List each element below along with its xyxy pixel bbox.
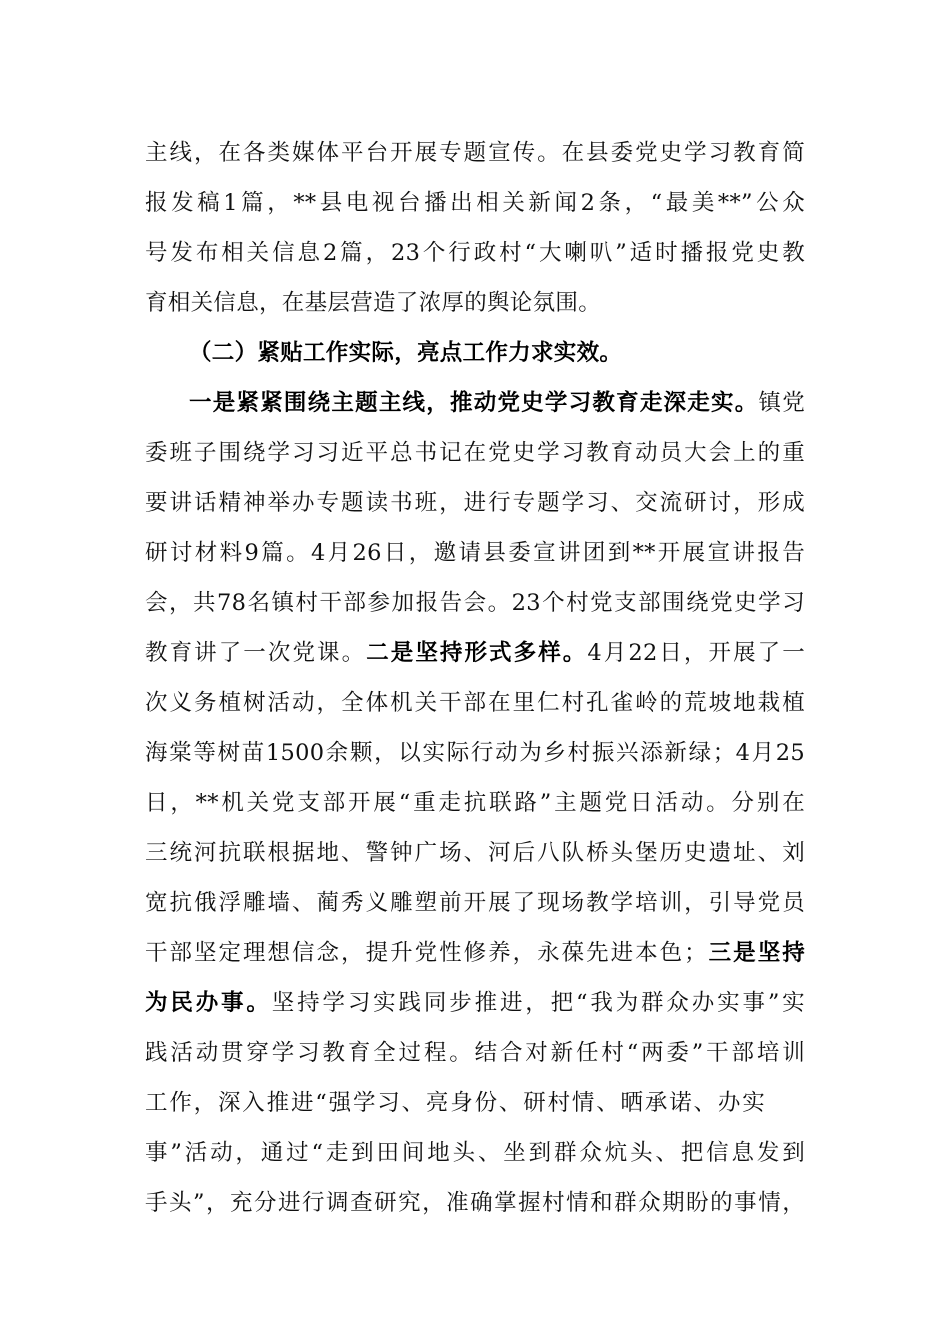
text-line bbox=[145, 1033, 805, 1073]
bold-text-segment: 三是坚持 bbox=[706, 940, 805, 966]
text-segment: 海棠等树苗1500余颗，以实际行动为乡村振兴添新绿；4月25 bbox=[145, 740, 805, 766]
text-line bbox=[145, 233, 805, 273]
text-line bbox=[145, 133, 805, 173]
text-line bbox=[145, 183, 805, 223]
bold-text-segment: 为民办事。 bbox=[145, 990, 272, 1016]
text-line bbox=[145, 1183, 805, 1223]
text-segment: 镇党 bbox=[758, 390, 805, 416]
text-segment: 手头”，充分进行调查研究，准确掌握村情和群众期盼的事情， bbox=[145, 1190, 805, 1216]
text-line bbox=[145, 933, 805, 973]
text-line bbox=[145, 1133, 805, 1173]
text-segment: 委班子围绕学习习近平总书记在党史学习教育动员大会上的重 bbox=[145, 440, 805, 466]
text-line bbox=[145, 783, 805, 823]
text-segment: 报发稿1篇，**县电视台播出相关新闻2条，“最美**”公众 bbox=[145, 190, 805, 216]
text-line bbox=[145, 733, 805, 773]
text-line bbox=[145, 983, 805, 1023]
bold-text-segment: （二）紧贴工作实际，亮点工作力求实效。 bbox=[189, 340, 623, 366]
text-segment: 次义务植树活动，全体机关干部在里仁村孔雀岭的荒坡地栽植 bbox=[145, 690, 805, 716]
text-line bbox=[145, 433, 805, 473]
text-segment: 干部坚定理想信念，提升党性修养，永葆先进本色； bbox=[145, 940, 707, 966]
text-segment: 工作，深入推进“强学习、亮身份、研村情、晒承诺、办实 bbox=[145, 1090, 765, 1116]
text-line bbox=[145, 583, 805, 623]
text-line bbox=[189, 383, 805, 423]
text-segment: 日，**机关党支部开展“重走抗联路”主题党日活动。分别在 bbox=[145, 790, 805, 816]
text-line bbox=[145, 483, 805, 523]
bold-text-segment: 二是坚持形式多样。 bbox=[366, 640, 588, 666]
bold-text-segment: 一是紧紧围绕主题主线，推动党史学习教育走深走实。 bbox=[189, 390, 759, 416]
text-segment: 4月22日，开展了一 bbox=[587, 640, 806, 666]
text-line bbox=[145, 683, 805, 723]
text-segment: 主线，在各类媒体平台开展专题宣传。在县委党史学习教育简 bbox=[145, 140, 805, 166]
text-line bbox=[145, 633, 805, 673]
text-line bbox=[145, 883, 805, 923]
text-segment: 育相关信息，在基层营造了浓厚的舆论氛围。 bbox=[145, 290, 602, 316]
text-segment: 研讨材料9篇。4月26日，邀请县委宣讲团到**开展宣讲报告 bbox=[145, 540, 805, 566]
text-line bbox=[145, 283, 805, 323]
text-segment: 宽抗俄浮雕墙、蔺秀义雕塑前开展了现场教学培训，引导党员 bbox=[145, 890, 805, 916]
text-segment: 践活动贯穿学习教育全过程。结合对新任村“两委”干部培训 bbox=[145, 1040, 805, 1066]
text-segment: 会，共78名镇村干部参加报告会。23个村党支部围绕党史学习 bbox=[145, 590, 805, 616]
text-segment: 坚持学习实践同步推进，把“我为群众办实事”实 bbox=[271, 990, 805, 1016]
text-segment: 教育讲了一次党课。 bbox=[145, 640, 367, 666]
section-heading bbox=[189, 333, 805, 373]
text-line bbox=[145, 1083, 765, 1123]
text-segment: 要讲话精神举办专题读书班，进行专题学习、交流研讨，形成 bbox=[145, 490, 805, 516]
text-segment: 事”活动，通过“走到田间地头、坐到群众炕头、把信息发到 bbox=[145, 1140, 805, 1166]
text-segment: 号发布相关信息2篇，23个行政村“大喇叭”适时播报党史教 bbox=[145, 240, 805, 266]
text-line bbox=[145, 533, 805, 573]
text-line bbox=[145, 833, 805, 873]
text-segment: 三统河抗联根据地、警钟广场、河后八队桥头堡历史遗址、刘 bbox=[145, 840, 805, 866]
